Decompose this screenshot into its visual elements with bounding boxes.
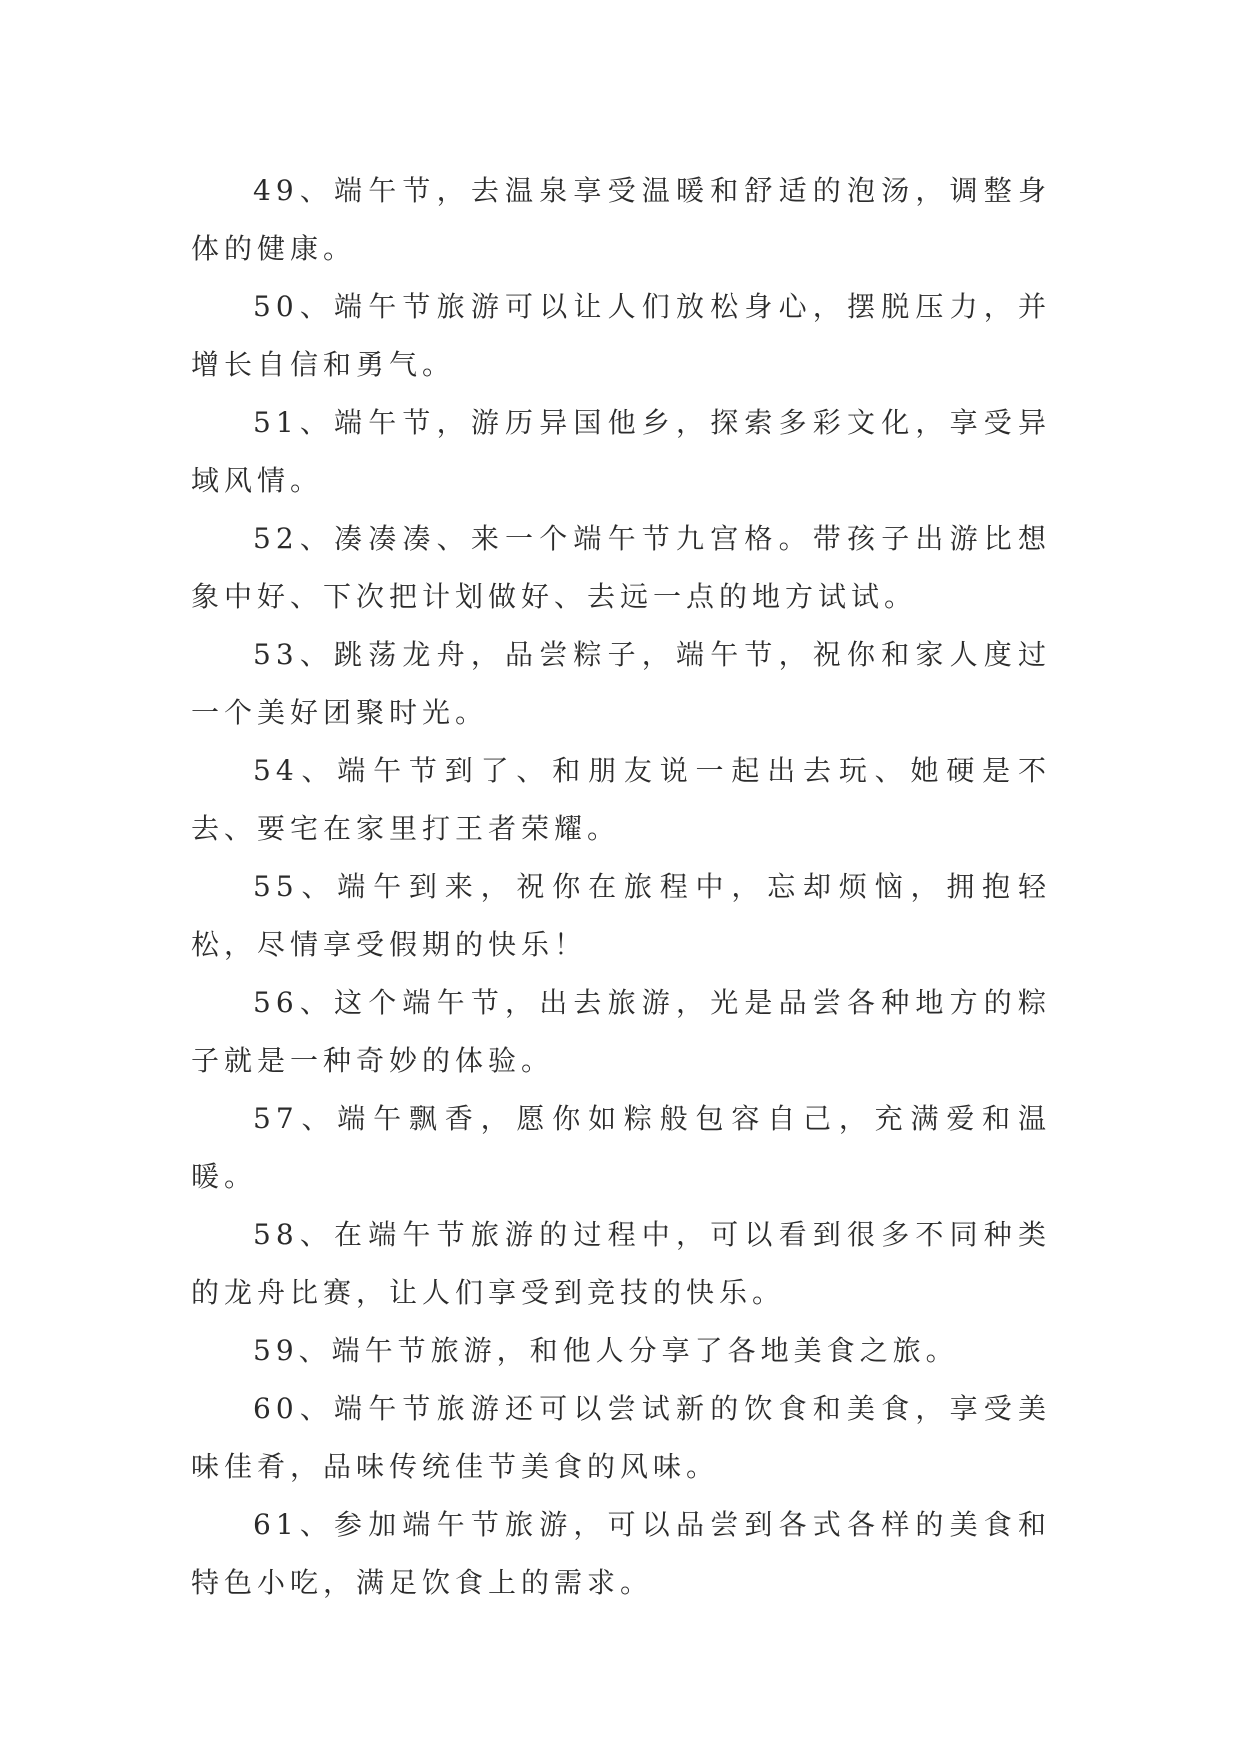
paragraph-60: 60、端午节旅游还可以尝试新的饮食和美食，享受美味佳肴，品味传统佳节美食的风味。 xyxy=(191,1392,1051,1483)
paragraph-56: 56、这个端午节，出去旅游，光是品尝各种地方的粽子就是一种奇妙的体验。 xyxy=(191,986,1051,1077)
paragraph-58: 58、在端午节旅游的过程中，可以看到很多不同种类的龙舟比赛，让人们享受到竞技的快乐。 xyxy=(191,1218,1051,1309)
paragraph-55: 55、端午到来，祝你在旅程中，忘却烦恼，拥抱轻松，尽情享受假期的快乐！ xyxy=(191,870,1051,961)
paragraph-49: 49、端午节，去温泉享受温暖和舒适的泡汤，调整身体的健康。 xyxy=(191,174,1051,265)
paragraph-51: 51、端午节，游历异国他乡，探索多彩文化，享受异域风情。 xyxy=(191,406,1051,497)
paragraph-54: 54、端午节到了、和朋友说一起出去玩、她硬是不去、要宅在家里打王者荣耀。 xyxy=(191,754,1051,845)
paragraph-59: 59、端午节旅游，和他人分享了各地美食之旅。 xyxy=(253,1334,959,1367)
paragraph-52: 52、凑凑凑、来一个端午节九宫格。带孩子出游比想象中好、下次把计划做好、去远一点的地方试试。 xyxy=(191,522,1051,613)
document-body xyxy=(191,162,1051,1612)
paragraph-50: 50、端午节旅游可以让人们放松身心，摆脱压力，并增长自信和勇气。 xyxy=(191,290,1051,381)
paragraph-53: 53、跳荡龙舟，品尝粽子，端午节，祝你和家人度过一个美好团聚时光。 xyxy=(191,638,1051,729)
paragraph-57: 57、端午飘香，愿你如粽般包容自己，充满爱和温暖。 xyxy=(191,1102,1051,1193)
paragraph-61: 61、参加端午节旅游，可以品尝到各式各样的美食和特色小吃，满足饮食上的需求。 xyxy=(191,1508,1051,1599)
